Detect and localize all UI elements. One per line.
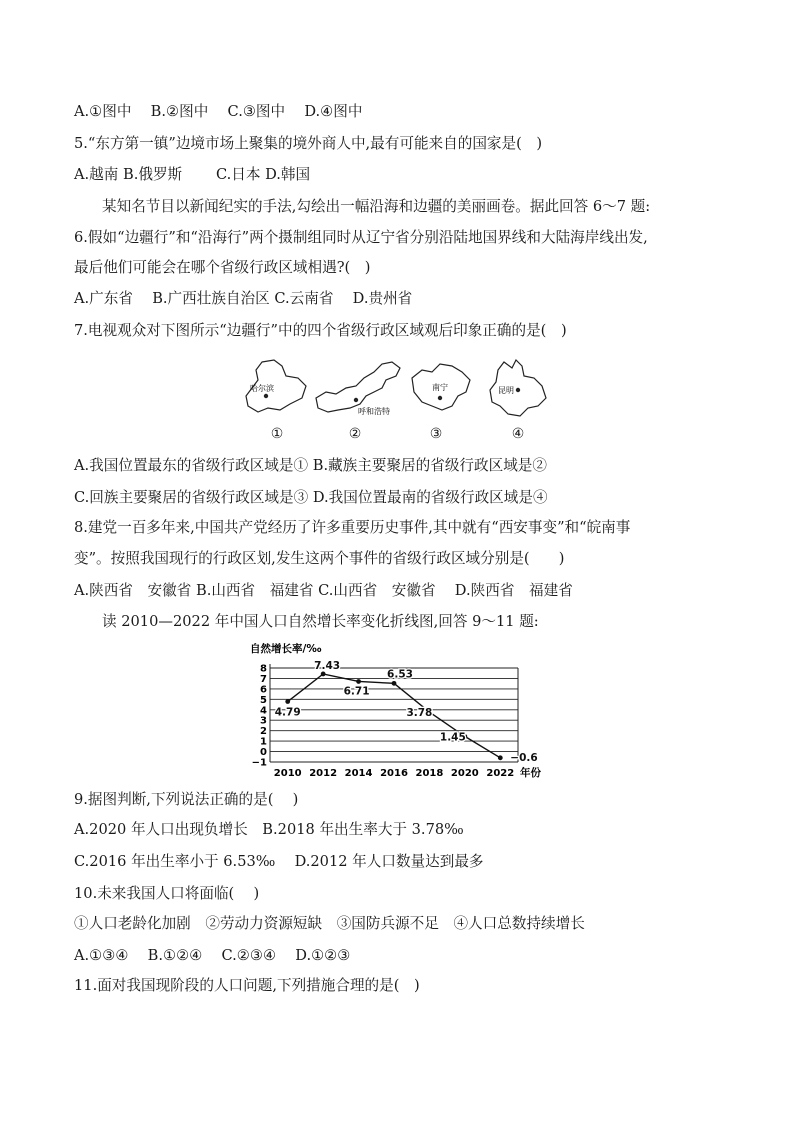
map-city-label: 南宁 [432, 383, 448, 392]
y-tick-label: 4 [260, 705, 267, 717]
province-map-3 [406, 358, 476, 418]
x-tick-label: 2012 [309, 768, 338, 779]
y-tick-label: 2 [260, 726, 267, 738]
y-tick-label: 6 [260, 684, 267, 696]
data-label: 6.71 [343, 685, 370, 698]
data-label: 1.45 [439, 731, 466, 744]
q9-stem: 9.据图判断,下列说法正确的是( ) [74, 791, 299, 808]
map-number: ① [270, 426, 284, 442]
map-number: ③ [429, 426, 443, 442]
series-line [288, 674, 501, 758]
data-label: 3.78 [406, 707, 433, 720]
q8-options: A.陕西省 安徽省 B.山西省 福建省 C.山西省 安徽省 D.陕西省 福建省 [74, 582, 573, 599]
y-tick-label: 0 [260, 747, 267, 759]
x-tick-label: 2014 [344, 768, 373, 779]
y-tick-label: 3 [260, 715, 267, 727]
q10-options: A.①③④ B.①②④ C.②③④ D.①②③ [74, 947, 351, 964]
q6-stem-line1: 6.假如“边疆行”和“沿海行”两个摄制组同时从辽宁省分别沿陆地国界线和大陆海岸线出发, [74, 229, 648, 246]
y-tick-label: 7 [260, 673, 267, 685]
q10-statements: ①人口老龄化加剧 ②劳动力资源短缺 ③国防兵源不足 ④人口总数持续增长 [74, 915, 585, 932]
province-maps [240, 358, 560, 448]
data-point [356, 679, 361, 684]
data-point [498, 755, 503, 760]
data-label: 6.53 [387, 668, 413, 681]
intro-6-7: 某知名节目以新闻纪实的手法,勾绘出一幅沿海和边疆的美丽画卷。据此回答 6～7 题: [102, 198, 651, 215]
map-city-label: 哈尔滨 [250, 384, 274, 393]
q4-options: A.①图中 B.②图中 C.③图中 D.④图中 [74, 103, 363, 120]
x-tick-label: 2022 [486, 768, 515, 779]
y-tick-label: 5 [260, 694, 267, 706]
y-tick-label: 1 [260, 736, 267, 748]
q10-stem: 10.未来我国人口将面临( ) [74, 885, 260, 902]
q6-options: A.广东省 B.广西壮族自治区 C.云南省 D.贵州省 [74, 290, 413, 307]
q7-options-cd: C.回族主要聚居的省级行政区域是③ D.我国位置最南的省级行政区域是④ [74, 489, 548, 506]
map-number: ④ [511, 426, 525, 442]
x-tick-label: 2018 [415, 768, 444, 779]
q6-stem-line2: 最后他们可能会在哪个省级行政区域相遇?( ) [74, 259, 371, 276]
line-chart-svg [248, 640, 548, 785]
data-point [321, 672, 326, 677]
map-number: ② [348, 426, 362, 442]
q7-stem: 7.电视观众对下图所示“边疆行”中的四个省级行政区域观后印象正确的是( ) [74, 322, 567, 339]
population-growth-chart [248, 640, 548, 785]
y-tick-label: −1 [251, 757, 267, 769]
map-city-label: 呼和浩特 [358, 407, 390, 416]
map-city-label: 昆明 [498, 386, 514, 395]
data-point [285, 699, 290, 704]
x-tick-label: 2020 [450, 768, 479, 779]
x-axis-label: 年份 [520, 767, 541, 779]
x-tick-label: 2010 [273, 768, 302, 779]
data-label: −0.6 [510, 751, 538, 764]
y-tick-label: 8 [260, 663, 267, 675]
q7-options-ab: A.我国位置最东的省级行政区域是① B.藏族主要聚居的省级行政区域是② [74, 457, 547, 474]
q8-stem-line1: 8.建党一百多年来,中国共产党经历了许多重要历史事件,其中就有“西安事变”和“皖南事 [74, 519, 631, 536]
q5-options: A.越南 B.俄罗斯 C.日本 D.韩国 [74, 166, 311, 183]
q5-stem: 5.“东方第一镇”边境市场上聚集的境外商人中,最有可能来自的国家是( ) [74, 135, 543, 152]
data-label: 7.43 [314, 659, 341, 672]
q9-options-cd: C.2016 年出生率小于 6.53‰ D.2012 年人口数量达到最多 [74, 853, 484, 870]
province-map-2 [312, 358, 404, 420]
province-map-4 [484, 358, 554, 422]
q8-stem-line2: 变”。按照我国现行的行政区划,发生这两个事件的省级行政区域分别是( ) [74, 550, 565, 567]
q11-stem: 11.面对我国现阶段的人口问题,下列措施合理的是( ) [74, 977, 420, 994]
q9-options-ab: A.2020 年人口出现负增长 B.2018 年出生率大于 3.78‰ [74, 821, 464, 838]
y-axis-label: 自然增长率/‰ [250, 643, 322, 655]
data-point [392, 681, 397, 686]
data-label: 4.79 [274, 706, 301, 719]
intro-9-11: 读 2010—2022 年中国人口自然增长率变化折线图,回答 9～11 题: [102, 613, 539, 630]
province-map-1 [240, 358, 310, 418]
x-tick-label: 2016 [380, 768, 408, 779]
